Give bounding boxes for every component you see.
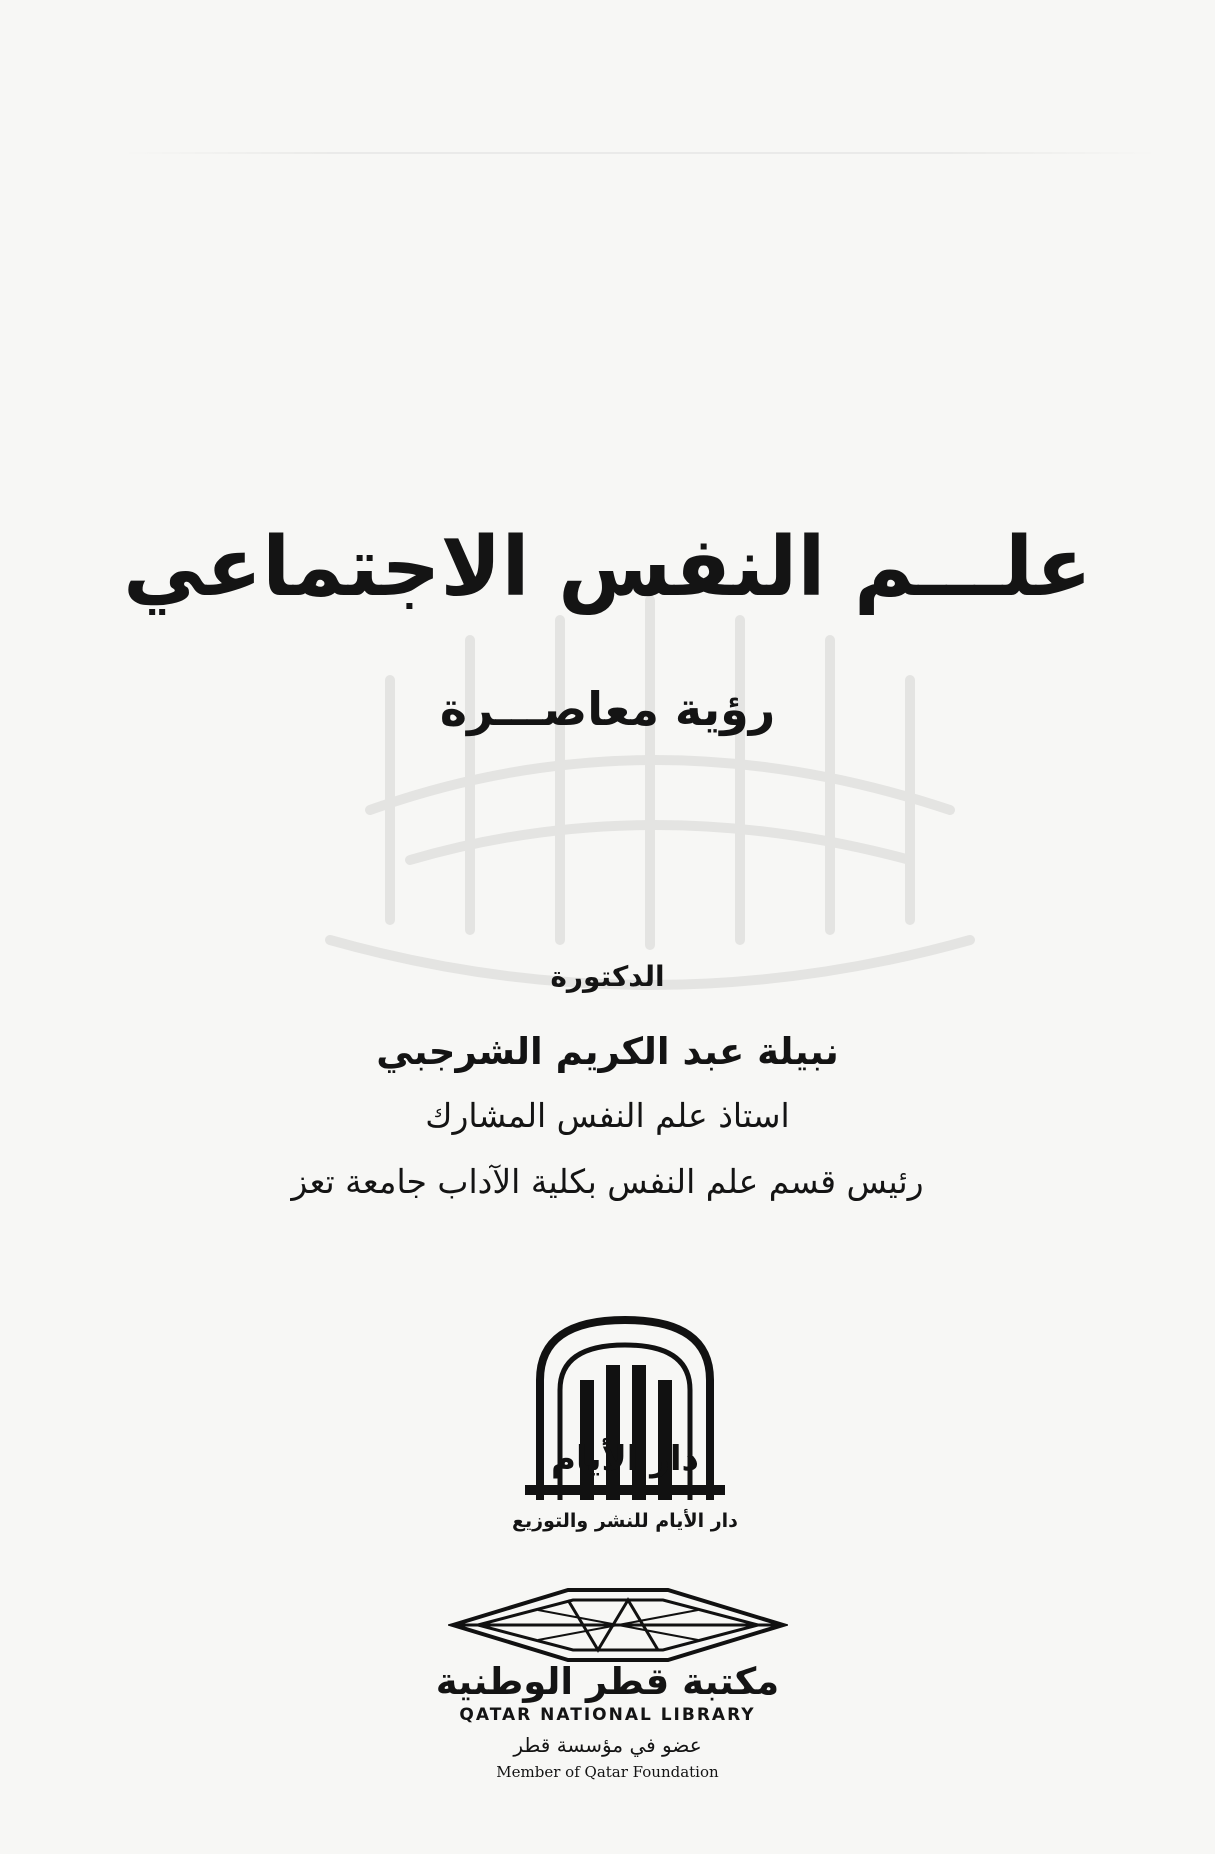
book-subtitle: رؤية معاصـــرة [439,682,776,736]
library-name-en: QATAR NATIONAL LIBRARY [459,1705,756,1725]
author-position-1: استاذ علم النفس المشارك [425,1096,790,1135]
publisher-name: دار الأيام للنشر والتوزيع [512,1510,738,1532]
author-position-2: رئيس قسم علم النفس بكلية الآداب جامعة تعز [291,1162,924,1201]
author-name: نبيلة عبد الكريم الشرجبي [376,1030,839,1073]
scan-artifact-line [120,152,1160,154]
library-logo [448,1580,788,1670]
library-member-en: Member of Qatar Foundation [496,1763,719,1781]
library-name-ar: مكتبة قطر الوطنية [435,1660,780,1703]
book-title: علـــم النفس الاجتماعي [123,520,1092,615]
author-prefix: الدكتورة [550,960,665,993]
publisher-logo-text: دار الأيام [551,1439,699,1479]
publisher-logo [500,1310,750,1510]
library-member-ar: عضو في مؤسسة قطر [513,1733,702,1757]
